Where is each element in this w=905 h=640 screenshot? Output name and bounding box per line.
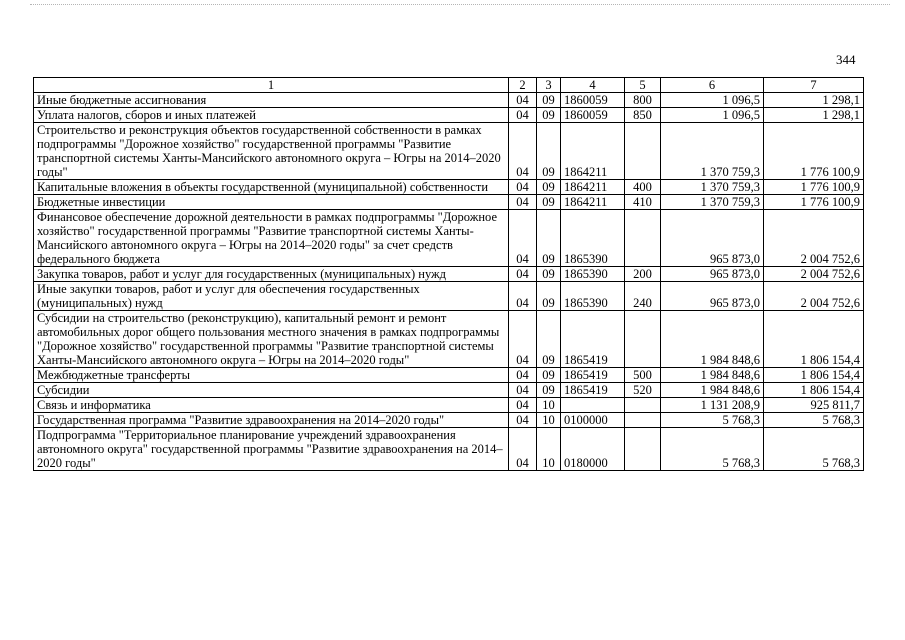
table-row xyxy=(34,368,864,383)
row-name-cell: Подпрограмма "Территориальное планирование учреждений здравоохранения автономного округа" государственной программы "Развитие здравоохранения на 2014–2020 годы" xyxy=(34,428,509,471)
scan-artifact-line xyxy=(30,4,890,6)
row-target-code-cell: 1864211 xyxy=(561,195,625,210)
row-section-cell: 04 xyxy=(509,180,537,195)
row-amount-year2-cell: 1 806 154,4 xyxy=(764,311,864,368)
row-amount-year2-cell: 2 004 752,6 xyxy=(764,210,864,267)
row-expense-type-cell xyxy=(625,428,661,471)
row-amount-year1-cell: 5 768,3 xyxy=(661,428,764,471)
row-section-cell: 04 xyxy=(509,413,537,428)
row-amount-year1-cell: 965 873,0 xyxy=(661,210,764,267)
row-expense-type-cell: 410 xyxy=(625,195,661,210)
col-header-6: 6 xyxy=(661,78,764,93)
table-row xyxy=(34,123,864,180)
table-row xyxy=(34,180,864,195)
row-section-cell: 04 xyxy=(509,93,537,108)
row-amount-year1-cell: 5 768,3 xyxy=(661,413,764,428)
row-name-cell: Строительство и реконструкция объектов государственной собственности в рамках подпрограммы "Дорожное хозяйство" государственной программы "Развитие транспортной системы Ханты-Мансийского автономного округа – Югры на 2014–2020 годы" xyxy=(34,123,509,180)
row-expense-type-cell: 200 xyxy=(625,267,661,282)
table-row xyxy=(34,282,864,311)
row-subsection-cell: 09 xyxy=(537,195,561,210)
table-row xyxy=(34,93,864,108)
row-subsection-cell: 10 xyxy=(537,398,561,413)
row-expense-type-cell: 520 xyxy=(625,383,661,398)
row-expense-type-cell: 400 xyxy=(625,180,661,195)
table-row xyxy=(34,383,864,398)
col-header-7: 7 xyxy=(764,78,864,93)
row-amount-year2-cell: 925 811,7 xyxy=(764,398,864,413)
row-subsection-cell: 09 xyxy=(537,267,561,282)
row-amount-year1-cell: 1 096,5 xyxy=(661,93,764,108)
row-name-cell: Финансовое обеспечение дорожной деятельности в рамках подпрограммы "Дорожное хозяйство" государственной программы "Развитие транспортной системы Ханты-Мансийского автономного округа – Югры на 2014–2020 годы" за счет средств федерального бюджета xyxy=(34,210,509,267)
col-header-2: 2 xyxy=(509,78,537,93)
row-amount-year2-cell: 5 768,3 xyxy=(764,428,864,471)
row-name-cell: Капитальные вложения в объекты государственной (муниципальной) собственности xyxy=(34,180,509,195)
row-name-cell: Межбюджетные трансферты xyxy=(34,368,509,383)
row-target-code-cell: 1864211 xyxy=(561,123,625,180)
row-subsection-cell: 09 xyxy=(537,108,561,123)
row-name-cell: Иные бюджетные ассигнования xyxy=(34,93,509,108)
row-expense-type-cell xyxy=(625,210,661,267)
row-amount-year1-cell: 1 984 848,6 xyxy=(661,383,764,398)
header-row xyxy=(34,78,864,93)
row-amount-year2-cell: 1 776 100,9 xyxy=(764,195,864,210)
row-amount-year2-cell: 1 806 154,4 xyxy=(764,383,864,398)
row-amount-year1-cell: 1 096,5 xyxy=(661,108,764,123)
row-amount-year1-cell: 1 370 759,3 xyxy=(661,180,764,195)
row-expense-type-cell: 240 xyxy=(625,282,661,311)
row-target-code-cell: 1865390 xyxy=(561,210,625,267)
row-expense-type-cell xyxy=(625,123,661,180)
row-expense-type-cell: 500 xyxy=(625,368,661,383)
row-name-cell: Бюджетные инвестиции xyxy=(34,195,509,210)
row-amount-year1-cell: 1 370 759,3 xyxy=(661,195,764,210)
budget-table xyxy=(33,77,864,471)
row-section-cell: 04 xyxy=(509,282,537,311)
row-subsection-cell: 09 xyxy=(537,368,561,383)
row-target-code-cell: 1865419 xyxy=(561,311,625,368)
row-name-cell: Субсидии на строительство (реконструкцию), капитальный ремонт и ремонт автомобильных дорог общего пользования местного значения в рамках подпрограммы "Дорожное хозяйство" государственной программы "Развитие транспортной системы Ханты-Мансийского автономного округа – Югры на 2014–2020 годы" xyxy=(34,311,509,368)
row-subsection-cell: 09 xyxy=(537,282,561,311)
row-amount-year1-cell: 1 131 208,9 xyxy=(661,398,764,413)
row-target-code-cell: 1865419 xyxy=(561,383,625,398)
col-header-1: 1 xyxy=(34,78,509,93)
row-subsection-cell: 09 xyxy=(537,180,561,195)
row-amount-year2-cell: 1 298,1 xyxy=(764,108,864,123)
row-target-code-cell: 1865419 xyxy=(561,368,625,383)
row-name-cell: Иные закупки товаров, работ и услуг для обеспечения государственных (муниципальных) нужд xyxy=(34,282,509,311)
row-amount-year2-cell: 1 806 154,4 xyxy=(764,368,864,383)
table-row xyxy=(34,398,864,413)
row-section-cell: 04 xyxy=(509,311,537,368)
row-target-code-cell: 1860059 xyxy=(561,93,625,108)
row-expense-type-cell: 850 xyxy=(625,108,661,123)
col-header-4: 4 xyxy=(561,78,625,93)
row-subsection-cell: 10 xyxy=(537,428,561,471)
row-section-cell: 04 xyxy=(509,267,537,282)
row-section-cell: 04 xyxy=(509,210,537,267)
row-section-cell: 04 xyxy=(509,123,537,180)
row-expense-type-cell xyxy=(625,413,661,428)
row-amount-year1-cell: 1 370 759,3 xyxy=(661,123,764,180)
table-row xyxy=(34,210,864,267)
row-name-cell: Государственная программа "Развитие здравоохранения на 2014–2020 годы" xyxy=(34,413,509,428)
row-name-cell: Закупка товаров, работ и услуг для государственных (муниципальных) нужд xyxy=(34,267,509,282)
row-section-cell: 04 xyxy=(509,195,537,210)
table-row xyxy=(34,428,864,471)
row-target-code-cell: 0180000 xyxy=(561,428,625,471)
row-expense-type-cell xyxy=(625,398,661,413)
row-amount-year2-cell: 1 298,1 xyxy=(764,93,864,108)
row-target-code-cell xyxy=(561,398,625,413)
row-subsection-cell: 09 xyxy=(537,311,561,368)
row-section-cell: 04 xyxy=(509,398,537,413)
row-section-cell: 04 xyxy=(509,108,537,123)
col-header-3: 3 xyxy=(537,78,561,93)
row-target-code-cell: 1864211 xyxy=(561,180,625,195)
row-subsection-cell: 09 xyxy=(537,383,561,398)
row-subsection-cell: 10 xyxy=(537,413,561,428)
table-row xyxy=(34,108,864,123)
table-row xyxy=(34,195,864,210)
table-row xyxy=(34,267,864,282)
row-subsection-cell: 09 xyxy=(537,123,561,180)
row-subsection-cell: 09 xyxy=(537,210,561,267)
row-target-code-cell: 1865390 xyxy=(561,267,625,282)
row-name-cell: Уплата налогов, сборов и иных платежей xyxy=(34,108,509,123)
row-target-code-cell: 0100000 xyxy=(561,413,625,428)
row-target-code-cell: 1865390 xyxy=(561,282,625,311)
table-row xyxy=(34,413,864,428)
row-target-code-cell: 1860059 xyxy=(561,108,625,123)
row-section-cell: 04 xyxy=(509,383,537,398)
row-amount-year2-cell: 1 776 100,9 xyxy=(764,123,864,180)
row-amount-year2-cell: 2 004 752,6 xyxy=(764,267,864,282)
row-subsection-cell: 09 xyxy=(537,93,561,108)
row-name-cell: Связь и информатика xyxy=(34,398,509,413)
row-expense-type-cell: 800 xyxy=(625,93,661,108)
row-section-cell: 04 xyxy=(509,368,537,383)
table-row xyxy=(34,311,864,368)
row-name-cell: Субсидии xyxy=(34,383,509,398)
row-section-cell: 04 xyxy=(509,428,537,471)
row-amount-year2-cell: 5 768,3 xyxy=(764,413,864,428)
row-amount-year1-cell: 965 873,0 xyxy=(661,267,764,282)
row-amount-year2-cell: 1 776 100,9 xyxy=(764,180,864,195)
col-header-5: 5 xyxy=(625,78,661,93)
row-expense-type-cell xyxy=(625,311,661,368)
page-number: 344 xyxy=(836,52,856,67)
row-amount-year1-cell: 965 873,0 xyxy=(661,282,764,311)
row-amount-year2-cell: 2 004 752,6 xyxy=(764,282,864,311)
row-amount-year1-cell: 1 984 848,6 xyxy=(661,368,764,383)
row-amount-year1-cell: 1 984 848,6 xyxy=(661,311,764,368)
